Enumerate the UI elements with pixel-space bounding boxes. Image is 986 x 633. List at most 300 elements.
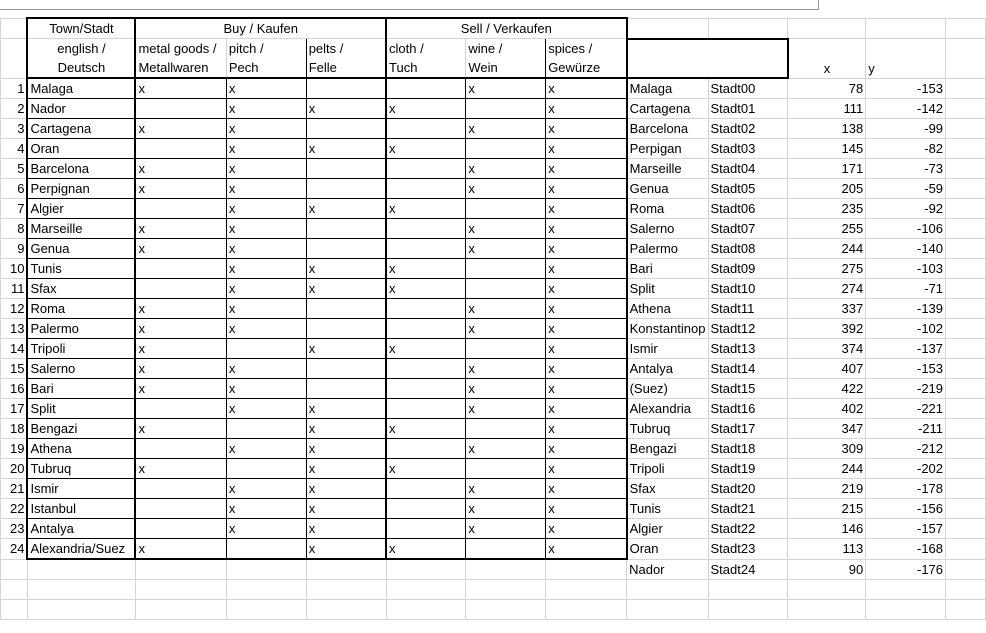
spices-cell[interactable]: x [546,259,627,279]
city-name-cell[interactable]: Algier [627,519,708,539]
row-number[interactable]: 8 [1,219,28,239]
metal-goods-cell[interactable] [135,279,226,299]
empty-cell[interactable] [946,119,986,139]
row-number[interactable]: 18 [1,419,28,439]
empty-cell[interactable] [27,580,135,600]
sell-header[interactable]: Sell / Verkaufen [386,18,627,39]
city-name-cell[interactable]: Sfax [627,479,708,499]
row-number[interactable]: 12 [1,299,28,319]
wine-cell[interactable]: x [466,499,546,519]
town-cell[interactable]: Tubruq [27,459,135,479]
wine-cell[interactable] [466,99,546,119]
spices-cell[interactable]: x [546,219,627,239]
empty-cell[interactable] [946,379,986,399]
wine-cell[interactable]: x [466,359,546,379]
spices-cell[interactable]: x [546,439,627,459]
x-coord-cell[interactable]: 219 [788,479,866,499]
city-name-cell[interactable]: Marseille [627,159,708,179]
pitch-cell[interactable]: x [226,99,306,119]
pitch-cell[interactable] [226,539,306,560]
empty-cell[interactable] [226,600,306,620]
cloth-cell[interactable]: x [386,199,466,219]
empty-cell[interactable] [1,580,28,600]
empty-cell[interactable] [546,580,627,600]
town-cell[interactable]: Cartagena [27,119,135,139]
empty-cell[interactable] [788,600,866,620]
city-code-cell[interactable]: Stadt17 [708,419,788,439]
pelts-cell[interactable]: x [306,499,386,519]
x-coord-cell[interactable]: 275 [788,259,866,279]
town-cell[interactable]: Bari [27,379,135,399]
empty-cell[interactable] [946,18,986,39]
empty-cell[interactable] [946,539,986,560]
empty-cell[interactable] [946,319,986,339]
y-coord-cell[interactable]: -102 [866,319,946,339]
town-cell[interactable]: Oran [27,139,135,159]
row-number[interactable] [1,559,28,580]
empty-cell[interactable] [946,339,986,359]
y-coord-cell[interactable]: -73 [866,159,946,179]
pitch-cell[interactable]: x [226,199,306,219]
empty-cell[interactable] [946,99,986,119]
city-name-cell[interactable]: Genua [627,179,708,199]
empty-cell[interactable] [946,179,986,199]
city-code-cell[interactable]: Stadt19 [708,459,788,479]
pitch-cell[interactable]: x [226,299,306,319]
empty-cell[interactable] [866,600,946,620]
wine-cell[interactable]: x [466,119,546,139]
pitch-cell[interactable]: x [226,259,306,279]
town-cell[interactable]: Salerno [27,359,135,379]
town-subheader[interactable] [27,39,135,79]
wine-cell[interactable] [466,339,546,359]
cloth-cell[interactable]: x [386,139,466,159]
empty-cell[interactable] [135,580,226,600]
row-number[interactable]: 1 [1,78,28,99]
y-coord-cell[interactable]: -139 [866,299,946,319]
pitch-cell[interactable]: x [226,159,306,179]
spices-cell[interactable]: x [546,319,627,339]
city-code-cell[interactable]: Stadt21 [708,499,788,519]
town-cell[interactable]: Marseille [27,219,135,239]
y-coord-cell[interactable]: -202 [866,459,946,479]
x-coord-cell[interactable]: 111 [788,99,866,119]
city-name-cell[interactable]: Salerno [627,219,708,239]
pelts-cell[interactable]: x [306,439,386,459]
pelts-cell[interactable] [306,239,386,259]
city-code-cell[interactable]: Stadt20 [708,479,788,499]
wine-cell[interactable] [466,139,546,159]
wine-cell[interactable]: x [466,239,546,259]
city-name-cell[interactable]: Tubruq [627,419,708,439]
pitch-cell[interactable]: x [226,78,306,99]
town-cell[interactable]: Sfax [27,279,135,299]
y-coord-cell[interactable]: -142 [866,99,946,119]
y-coord-cell[interactable]: -156 [866,499,946,519]
row-number[interactable]: 2 [1,99,28,119]
wine-cell[interactable]: x [466,299,546,319]
metal-goods-cell[interactable] [135,499,226,519]
city-name-cell[interactable]: Alexandria [627,399,708,419]
wine-cell[interactable]: x [466,219,546,239]
pelts-cell[interactable] [306,319,386,339]
pelts-cell[interactable] [306,119,386,139]
spices-cell[interactable]: x [546,499,627,519]
row-number[interactable]: 19 [1,439,28,459]
city-code-cell[interactable]: Stadt13 [708,339,788,359]
city-name-cell[interactable]: Roma [627,199,708,219]
pitch-cell[interactable]: x [226,479,306,499]
city-code-cell[interactable]: Stadt01 [708,99,788,119]
empty-cell[interactable] [226,559,306,580]
pelts-cell[interactable]: x [306,459,386,479]
selected-cell[interactable] [627,39,788,79]
x-coord-cell[interactable]: 244 [788,459,866,479]
metal-goods-cell[interactable]: x [135,359,226,379]
pelts-cell[interactable] [306,379,386,399]
y-coord-cell[interactable]: -140 [866,239,946,259]
empty-cell[interactable] [306,559,386,580]
x-coord-cell[interactable]: 171 [788,159,866,179]
empty-cell[interactable] [135,559,226,580]
empty-cell[interactable] [946,559,986,580]
town-cell[interactable]: Ismir [27,479,135,499]
row-number[interactable]: 21 [1,479,28,499]
spices-cell[interactable]: x [546,339,627,359]
empty-cell[interactable] [27,559,135,580]
city-code-cell[interactable]: Stadt08 [708,239,788,259]
pitch-cell[interactable]: x [226,499,306,519]
metal-goods-cell[interactable] [135,259,226,279]
x-coord-cell[interactable]: 347 [788,419,866,439]
cloth-cell[interactable] [386,479,466,499]
spices-cell[interactable]: x [546,459,627,479]
metal-goods-cell[interactable]: x [135,379,226,399]
wine-cell[interactable] [466,539,546,560]
x-coord-cell[interactable]: 255 [788,219,866,239]
city-code-cell[interactable]: Stadt09 [708,259,788,279]
x-coord-cell[interactable]: 215 [788,499,866,519]
pitch-cell[interactable]: x [226,519,306,539]
town-cell[interactable]: Barcelona [27,159,135,179]
spices-cell[interactable]: x [546,279,627,299]
empty-cell[interactable] [946,299,986,319]
wine-cell[interactable]: x [466,479,546,499]
metal-goods-cell[interactable]: x [135,539,226,560]
y-coord-cell[interactable]: -157 [866,519,946,539]
pitch-cell[interactable]: x [226,179,306,199]
cloth-cell[interactable]: x [386,539,466,560]
empty-cell[interactable] [946,419,986,439]
cloth-cell[interactable] [386,319,466,339]
empty-cell[interactable] [946,600,986,620]
empty-cell[interactable] [946,519,986,539]
metal-goods-cell[interactable]: x [135,299,226,319]
wine-cell[interactable] [466,259,546,279]
empty-cell[interactable] [386,600,466,620]
row-number[interactable]: 10 [1,259,28,279]
spices-cell[interactable]: x [546,239,627,259]
empty-cell[interactable] [135,600,226,620]
cloth-cell[interactable] [386,379,466,399]
empty-cell[interactable] [546,559,627,580]
cloth-cell[interactable] [386,359,466,379]
empty-cell[interactable] [866,580,946,600]
y-coord-cell[interactable]: -103 [866,259,946,279]
empty-cell[interactable] [466,580,546,600]
city-code-cell[interactable]: Stadt00 [708,78,788,99]
x-coord-cell[interactable]: 244 [788,239,866,259]
city-code-cell[interactable]: Stadt22 [708,519,788,539]
town-cell[interactable]: Roma [27,299,135,319]
empty-cell[interactable] [306,580,386,600]
row-number[interactable]: 4 [1,139,28,159]
cloth-cell[interactable]: x [386,459,466,479]
y-coord-cell[interactable]: -99 [866,119,946,139]
x-coord-cell[interactable]: 145 [788,139,866,159]
pitch-cell[interactable]: x [226,219,306,239]
spices-cell[interactable]: x [546,359,627,379]
empty-cell[interactable] [788,18,866,39]
pelts-cell[interactable]: x [306,539,386,560]
pelts-cell[interactable]: x [306,339,386,359]
x-coord-cell[interactable]: 235 [788,199,866,219]
y-coord-cell[interactable]: -219 [866,379,946,399]
metal-goods-cell[interactable] [135,519,226,539]
metal-goods-cell[interactable] [135,99,226,119]
city-code-cell[interactable]: Stadt04 [708,159,788,179]
pelts-cell[interactable]: x [306,279,386,299]
spices-cell[interactable]: x [546,99,627,119]
city-code-cell[interactable]: Stadt03 [708,139,788,159]
spices-cell[interactable]: x [546,299,627,319]
row-number[interactable]: 22 [1,499,28,519]
empty-cell[interactable] [946,199,986,219]
city-name-cell[interactable]: Tunis [627,499,708,519]
pelts-cell[interactable] [306,219,386,239]
y-coord-cell[interactable]: -211 [866,419,946,439]
pitch-cell[interactable]: x [226,379,306,399]
x-coord-cell[interactable]: 138 [788,119,866,139]
pelts-cell[interactable]: x [306,519,386,539]
row-number[interactable]: 11 [1,279,28,299]
pelts-cell[interactable] [306,78,386,99]
city-code-cell[interactable]: Stadt24 [708,559,788,580]
pitch-cell[interactable]: x [226,359,306,379]
cloth-cell[interactable] [386,159,466,179]
empty-cell[interactable] [386,559,466,580]
cloth-cell[interactable] [386,119,466,139]
spices-cell[interactable]: x [546,519,627,539]
wine-cell[interactable]: x [466,439,546,459]
wine-cell[interactable]: x [466,78,546,99]
cloth-cell[interactable] [386,299,466,319]
row-number[interactable]: 6 [1,179,28,199]
city-name-cell[interactable]: Malaga [627,78,708,99]
spices-cell[interactable]: x [546,199,627,219]
pitch-cell[interactable] [226,339,306,359]
empty-cell[interactable] [306,600,386,620]
pelts-cell[interactable]: x [306,399,386,419]
empty-cell[interactable] [708,18,788,39]
wine-cell[interactable]: x [466,179,546,199]
row-number[interactable]: 20 [1,459,28,479]
y-coord-cell[interactable]: -168 [866,539,946,560]
row-number[interactable]: 9 [1,239,28,259]
x-coord-cell[interactable]: 407 [788,359,866,379]
wine-cell[interactable] [466,459,546,479]
empty-cell[interactable] [946,239,986,259]
city-code-cell[interactable]: Stadt16 [708,399,788,419]
empty-cell[interactable] [946,219,986,239]
wine-cell[interactable] [466,279,546,299]
wine-header[interactable] [466,39,546,79]
empty-cell[interactable] [708,580,788,600]
wine-cell[interactable]: x [466,379,546,399]
pitch-header[interactable] [226,39,306,79]
row-number[interactable]: 14 [1,339,28,359]
city-code-cell[interactable]: Stadt06 [708,199,788,219]
x-coord-cell[interactable]: 392 [788,319,866,339]
city-name-cell[interactable]: Barcelona [627,119,708,139]
city-name-cell[interactable]: Oran [627,539,708,560]
city-name-cell[interactable]: Ismir [627,339,708,359]
wine-cell[interactable]: x [466,399,546,419]
x-coord-cell[interactable]: 146 [788,519,866,539]
town-cell[interactable]: Malaga [27,78,135,99]
city-code-cell[interactable]: Stadt05 [708,179,788,199]
city-name-cell[interactable]: Palermo [627,239,708,259]
pitch-cell[interactable]: x [226,119,306,139]
town-cell[interactable]: Bengazi [27,419,135,439]
spices-cell[interactable]: x [546,159,627,179]
spices-cell[interactable]: x [546,379,627,399]
city-code-cell[interactable]: Stadt10 [708,279,788,299]
wine-cell[interactable] [466,199,546,219]
empty-cell[interactable] [627,18,708,39]
metal-goods-cell[interactable]: x [135,459,226,479]
pelts-cell[interactable]: x [306,99,386,119]
x-coord-cell[interactable]: 90 [788,559,866,580]
wine-cell[interactable]: x [466,159,546,179]
city-code-cell[interactable]: Stadt07 [708,219,788,239]
empty-cell[interactable] [946,139,986,159]
cloth-cell[interactable] [386,399,466,419]
metal-goods-cell[interactable] [135,139,226,159]
town-cell[interactable]: Nador [27,99,135,119]
cloth-cell[interactable] [386,499,466,519]
city-name-cell[interactable]: Konstantinop [627,319,708,339]
metal-goods-cell[interactable]: x [135,78,226,99]
empty-cell[interactable] [226,580,306,600]
town-cell[interactable]: Tunis [27,259,135,279]
metal-goods-cell[interactable]: x [135,339,226,359]
metal-goods-cell[interactable]: x [135,419,226,439]
town-cell[interactable]: Istanbul [27,499,135,519]
empty-cell[interactable] [788,580,866,600]
metal-goods-cell[interactable]: x [135,239,226,259]
spices-cell[interactable]: x [546,179,627,199]
y-coord-cell[interactable]: -71 [866,279,946,299]
spices-cell[interactable]: x [546,78,627,99]
cloth-cell[interactable]: x [386,259,466,279]
x-header[interactable] [788,39,866,79]
y-coord-cell[interactable]: -137 [866,339,946,359]
metal-goods-cell[interactable]: x [135,179,226,199]
city-code-cell[interactable]: Stadt02 [708,119,788,139]
pelts-cell[interactable]: x [306,139,386,159]
empty-cell[interactable] [946,279,986,299]
row-number[interactable]: 15 [1,359,28,379]
empty-cell[interactable] [386,580,466,600]
y-coord-cell[interactable]: -82 [866,139,946,159]
empty-cell[interactable] [708,600,788,620]
x-coord-cell[interactable]: 402 [788,399,866,419]
empty-cell[interactable] [946,580,986,600]
metal-goods-cell[interactable] [135,199,226,219]
pelts-cell[interactable] [306,179,386,199]
city-name-cell[interactable]: Split [627,279,708,299]
row-number[interactable]: 5 [1,159,28,179]
row-number[interactable]: 7 [1,199,28,219]
cloth-cell[interactable]: x [386,419,466,439]
row-number[interactable]: 17 [1,399,28,419]
town-cell[interactable]: Alexandria/Suez [27,539,135,560]
town-cell[interactable]: Athena [27,439,135,459]
x-coord-cell[interactable]: 78 [788,78,866,99]
cloth-cell[interactable] [386,519,466,539]
spices-cell[interactable]: x [546,539,627,560]
cloth-cell[interactable] [386,239,466,259]
cloth-cell[interactable]: x [386,339,466,359]
pitch-cell[interactable]: x [226,279,306,299]
row-number[interactable]: 24 [1,539,28,560]
city-code-cell[interactable]: Stadt15 [708,379,788,399]
empty-cell[interactable] [946,259,986,279]
cloth-cell[interactable] [386,219,466,239]
town-header[interactable]: Town/Stadt [27,18,135,39]
metal-goods-cell[interactable]: x [135,319,226,339]
pelts-cell[interactable]: x [306,479,386,499]
spices-cell[interactable]: x [546,419,627,439]
pelts-cell[interactable]: x [306,199,386,219]
city-code-cell[interactable]: Stadt23 [708,539,788,560]
spices-header[interactable] [546,39,627,79]
town-cell[interactable]: Algier [27,199,135,219]
spreadsheet-grid[interactable] [0,17,986,620]
row-number[interactable]: 23 [1,519,28,539]
y-coord-cell[interactable]: -92 [866,199,946,219]
x-coord-cell[interactable]: 374 [788,339,866,359]
pelts-cell[interactable]: x [306,419,386,439]
empty-cell[interactable] [866,18,946,39]
cloth-cell[interactable] [386,439,466,459]
empty-cell[interactable] [946,399,986,419]
y-coord-cell[interactable]: -153 [866,359,946,379]
city-name-cell[interactable]: Perpigan [627,139,708,159]
city-name-cell[interactable]: (Suez) [627,379,708,399]
pitch-cell[interactable] [226,459,306,479]
empty-cell[interactable] [946,359,986,379]
city-name-cell[interactable]: Cartagena [627,99,708,119]
empty-cell[interactable] [946,39,986,79]
row-number[interactable]: 16 [1,379,28,399]
spices-cell[interactable]: x [546,119,627,139]
cloth-header[interactable] [386,39,466,79]
empty-cell[interactable] [946,439,986,459]
spices-cell[interactable]: x [546,479,627,499]
spices-cell[interactable]: x [546,139,627,159]
